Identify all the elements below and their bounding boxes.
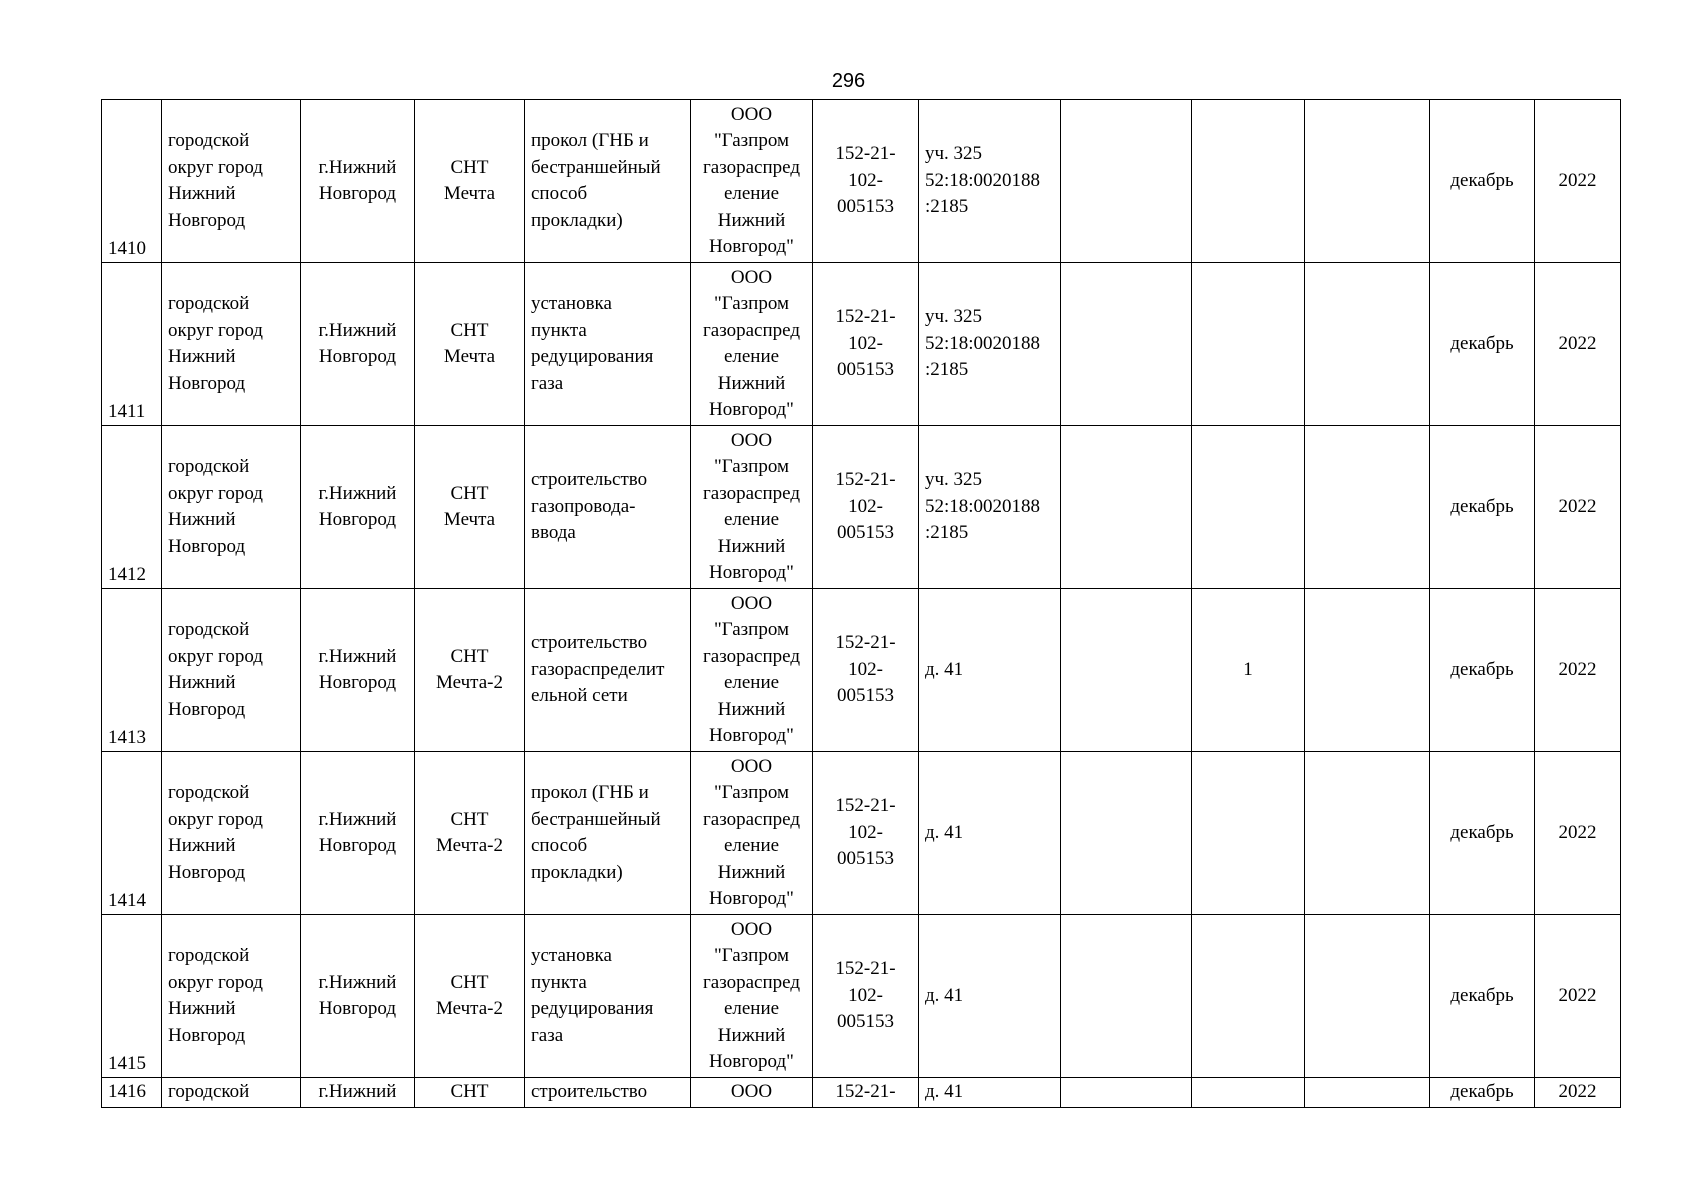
cell-year: 2022 bbox=[1535, 915, 1621, 1078]
cell-year: 2022 bbox=[1535, 263, 1621, 426]
cell-row-number: 1414 bbox=[102, 752, 162, 915]
table-row bbox=[102, 1078, 1621, 1108]
cell-organization-line: ООО bbox=[730, 1081, 773, 1103]
cell-organization-line: газораспред bbox=[702, 319, 800, 341]
cell-organization-line: газораспред bbox=[702, 808, 800, 830]
cell-extra-3 bbox=[1305, 426, 1430, 589]
cell-work-type-line: строительство bbox=[531, 469, 648, 491]
cell-year: 2022 bbox=[1535, 589, 1621, 752]
cell-work-type-line: установка bbox=[531, 945, 612, 966]
cell-work-type-line: строительство bbox=[531, 1081, 648, 1103]
cell-organization-line: газораспред bbox=[702, 971, 800, 993]
cell-snt bbox=[415, 426, 525, 589]
cell-organization-line: Новгород" bbox=[709, 1051, 794, 1072]
cell-row-number: 1412 bbox=[102, 426, 162, 589]
cell-site-line: 52:18:0020188 bbox=[925, 332, 1041, 354]
cell-district-line: округ город bbox=[168, 645, 263, 667]
cell-work-type-line: прокладки) bbox=[531, 209, 623, 231]
cell-organization-line: еление bbox=[723, 835, 780, 856]
cell-extra-1 bbox=[1061, 426, 1192, 589]
cell-organization-line: еление bbox=[723, 509, 780, 530]
cell-year: 2022 bbox=[1535, 1078, 1621, 1108]
cell-site-line: 52:18:0020188 bbox=[925, 495, 1041, 517]
cell-row-number: 1411 bbox=[102, 263, 162, 426]
cell-city-line: Новгород bbox=[318, 672, 397, 693]
cell-city-line: Новгород bbox=[318, 509, 397, 530]
cell-snt bbox=[415, 589, 525, 752]
cell-organization-line: Новгород" bbox=[709, 562, 794, 583]
cell-year: 2022 bbox=[1535, 752, 1621, 915]
cell-organization-line: ООО bbox=[730, 918, 773, 940]
cell-city bbox=[301, 263, 415, 426]
cell-district bbox=[162, 1078, 301, 1108]
table-row bbox=[102, 426, 1621, 589]
cell-district-line: городской bbox=[168, 782, 250, 803]
cell-district-line: Нижний bbox=[168, 346, 236, 367]
cell-organization bbox=[691, 426, 813, 589]
cell-snt-line: СНТ bbox=[450, 156, 489, 178]
cell-work-type bbox=[525, 100, 691, 263]
cell-extra-3 bbox=[1305, 100, 1430, 263]
cell-code-line: 102- bbox=[848, 658, 883, 680]
cell-extra-1 bbox=[1061, 100, 1192, 263]
cell-organization-line: газораспред bbox=[702, 645, 800, 667]
cell-organization-line: Нижний bbox=[717, 698, 786, 720]
cell-district-line: городской bbox=[168, 456, 250, 477]
cell-work-type bbox=[525, 263, 691, 426]
cell-city-line: г.Нижний bbox=[318, 156, 397, 178]
cell-city-line: Новгород bbox=[318, 183, 397, 204]
cell-month: декабрь bbox=[1430, 426, 1535, 589]
cell-site-line: уч. 325 bbox=[925, 143, 983, 165]
cell-organization bbox=[691, 263, 813, 426]
cell-work-type bbox=[525, 1078, 691, 1108]
cell-code-line: 102- bbox=[848, 169, 883, 191]
cell-work-type-line: ельной сети bbox=[531, 685, 628, 707]
cell-snt-line: СНТ bbox=[450, 1081, 489, 1103]
cell-district-line: городской bbox=[168, 130, 250, 151]
cell-city bbox=[301, 426, 415, 589]
cell-organization-line: газораспред bbox=[702, 482, 800, 504]
cell-city bbox=[301, 915, 415, 1078]
cell-organization-line: "Газпром bbox=[713, 130, 790, 151]
cell-extra-3 bbox=[1305, 589, 1430, 752]
cell-code-line: 102- bbox=[848, 984, 883, 1006]
cell-organization-line: Нижний bbox=[717, 372, 786, 394]
cell-work-type-line: бестраншейный bbox=[531, 808, 661, 830]
cell-organization-line: Нижний bbox=[717, 861, 786, 883]
cell-snt-line: Мечта bbox=[443, 509, 496, 530]
cell-district bbox=[162, 426, 301, 589]
cell-work-type-line: строительство bbox=[531, 632, 648, 654]
cell-code bbox=[813, 752, 919, 915]
cell-code-line: 005153 bbox=[837, 685, 894, 707]
cell-code-line: 152-21- bbox=[835, 795, 896, 817]
cell-code-line: 152-21- bbox=[835, 1081, 896, 1103]
cell-organization-line: газораспред bbox=[702, 156, 800, 178]
cell-snt bbox=[415, 263, 525, 426]
cell-district-line: округ город bbox=[168, 319, 263, 341]
cell-code bbox=[813, 263, 919, 426]
cell-organization-line: Новгород" bbox=[709, 888, 794, 909]
cell-district bbox=[162, 589, 301, 752]
cell-organization bbox=[691, 589, 813, 752]
cell-row-number: 1413 bbox=[102, 589, 162, 752]
cell-organization-line: еление bbox=[723, 346, 780, 367]
cell-snt bbox=[415, 1078, 525, 1108]
cell-snt bbox=[415, 100, 525, 263]
cell-code bbox=[813, 426, 919, 589]
cell-city-line: Новгород bbox=[318, 346, 397, 367]
cell-city-line: Новгород bbox=[318, 835, 397, 856]
table-body bbox=[102, 100, 1621, 1108]
cell-snt-line: Мечта-2 bbox=[436, 672, 503, 693]
cell-code bbox=[813, 1078, 919, 1108]
cell-snt-line: СНТ bbox=[450, 645, 489, 667]
cell-code-line: 152-21- bbox=[835, 958, 896, 980]
cell-site-line: д. 41 bbox=[925, 658, 964, 680]
cell-extra-3 bbox=[1305, 263, 1430, 426]
cell-snt-line: СНТ bbox=[450, 319, 489, 341]
cell-code-line: 005153 bbox=[837, 196, 894, 218]
cell-code-line: 005153 bbox=[837, 359, 894, 381]
cell-organization-line: "Газпром bbox=[713, 782, 790, 803]
cell-site bbox=[919, 589, 1061, 752]
cell-district-line: городской bbox=[168, 293, 250, 314]
cell-work-type-line: установка bbox=[531, 293, 612, 314]
cell-code bbox=[813, 915, 919, 1078]
cell-organization-line: "Газпром bbox=[713, 945, 790, 966]
cell-work-type-line: газа bbox=[531, 372, 564, 394]
cell-organization-line: еление bbox=[723, 998, 780, 1019]
cell-organization-line: ООО bbox=[730, 755, 773, 777]
cell-work-type-line: редуцирования bbox=[531, 346, 654, 367]
cell-organization bbox=[691, 100, 813, 263]
cell-code bbox=[813, 589, 919, 752]
cell-extra-1 bbox=[1061, 589, 1192, 752]
cell-site-line: д. 41 bbox=[925, 984, 964, 1006]
cell-extra-1 bbox=[1061, 752, 1192, 915]
cell-organization-line: еление bbox=[723, 672, 780, 693]
cell-site-line: уч. 325 bbox=[925, 306, 983, 328]
cell-organization bbox=[691, 1078, 813, 1108]
cell-district-line: Нижний bbox=[168, 998, 236, 1019]
cell-city bbox=[301, 589, 415, 752]
cell-extra-2 bbox=[1192, 426, 1305, 589]
cell-organization-line: Нижний bbox=[717, 209, 786, 231]
cell-city-line: г.Нижний bbox=[318, 1081, 397, 1103]
cell-month: декабрь bbox=[1430, 263, 1535, 426]
table-row bbox=[102, 752, 1621, 915]
cell-work-type-line: редуцирования bbox=[531, 998, 654, 1019]
cell-extra-2 bbox=[1192, 752, 1305, 915]
cell-row-number: 1410 bbox=[102, 100, 162, 263]
cell-organization-line: ООО bbox=[730, 266, 773, 288]
cell-district-line: Новгород bbox=[168, 372, 246, 394]
cell-extra-2 bbox=[1192, 915, 1305, 1078]
cell-row-number: 1415 bbox=[102, 915, 162, 1078]
cell-work-type-line: прокол (ГНБ и bbox=[531, 130, 649, 151]
cell-city bbox=[301, 752, 415, 915]
cell-city-line: г.Нижний bbox=[318, 808, 397, 830]
cell-work-type-line: пункта bbox=[531, 319, 587, 341]
cell-site bbox=[919, 915, 1061, 1078]
cell-work-type-line: способ bbox=[531, 835, 588, 856]
cell-year: 2022 bbox=[1535, 426, 1621, 589]
cell-organization bbox=[691, 915, 813, 1078]
cell-district-line: округ город bbox=[168, 971, 263, 993]
cell-district-line: Нижний bbox=[168, 183, 236, 204]
cell-code-line: 005153 bbox=[837, 1011, 894, 1033]
cell-work-type-line: газа bbox=[531, 1024, 564, 1046]
cell-extra-3 bbox=[1305, 1078, 1430, 1108]
cell-month: декабрь bbox=[1430, 752, 1535, 915]
cell-month: декабрь bbox=[1430, 100, 1535, 263]
cell-site bbox=[919, 752, 1061, 915]
cell-organization-line: ООО bbox=[730, 103, 773, 125]
cell-extra-2 bbox=[1192, 263, 1305, 426]
cell-code-line: 005153 bbox=[837, 848, 894, 870]
cell-organization-line: еление bbox=[723, 183, 780, 204]
cell-snt bbox=[415, 915, 525, 1078]
cell-work-type-line: газопровода- bbox=[531, 495, 636, 517]
cell-work-type bbox=[525, 589, 691, 752]
cell-work-type-line: газораспределит bbox=[531, 658, 665, 680]
cell-district-line: Нижний bbox=[168, 835, 236, 856]
cell-code-line: 152-21- bbox=[835, 143, 896, 165]
cell-work-type bbox=[525, 426, 691, 589]
cell-district bbox=[162, 263, 301, 426]
cell-code-line: 152-21- bbox=[835, 469, 896, 491]
cell-site-line: 52:18:0020188 bbox=[925, 169, 1041, 191]
cell-district-line: округ город bbox=[168, 156, 263, 178]
cell-snt-line: Мечта bbox=[443, 183, 496, 204]
cell-snt-line: СНТ bbox=[450, 971, 489, 993]
cell-organization-line: Новгород" bbox=[709, 236, 794, 257]
cell-site bbox=[919, 100, 1061, 263]
cell-organization-line: Новгород" bbox=[709, 399, 794, 420]
cell-site-line: :2185 bbox=[925, 359, 969, 381]
cell-work-type-line: прокладки) bbox=[531, 861, 623, 883]
cell-district-line: городской bbox=[168, 945, 250, 966]
cell-snt-line: Мечта bbox=[443, 346, 496, 367]
cell-organization-line: ООО bbox=[730, 429, 773, 451]
table-row bbox=[102, 263, 1621, 426]
cell-month: декабрь bbox=[1430, 1078, 1535, 1108]
cell-work-type-line: ввода bbox=[531, 522, 576, 544]
cell-extra-2 bbox=[1192, 1078, 1305, 1108]
cell-work-type-line: пункта bbox=[531, 971, 587, 993]
cell-district-line: Новгород bbox=[168, 861, 246, 883]
cell-extra-3 bbox=[1305, 752, 1430, 915]
cell-district-line: округ город bbox=[168, 482, 263, 504]
cell-city bbox=[301, 100, 415, 263]
cell-code-line: 102- bbox=[848, 332, 883, 354]
cell-district-line: округ город bbox=[168, 808, 263, 830]
cell-site-line: уч. 325 bbox=[925, 469, 983, 491]
cell-code-line: 102- bbox=[848, 495, 883, 517]
cell-snt-line: Мечта-2 bbox=[436, 998, 503, 1019]
cell-district-line: Нижний bbox=[168, 509, 236, 530]
cell-extra-1 bbox=[1061, 1078, 1192, 1108]
cell-site-line: :2185 bbox=[925, 196, 969, 218]
table-row bbox=[102, 589, 1621, 752]
cell-extra-1 bbox=[1061, 915, 1192, 1078]
cell-site bbox=[919, 263, 1061, 426]
page-number: 296 bbox=[831, 70, 866, 92]
cell-site bbox=[919, 426, 1061, 589]
cell-extra-1 bbox=[1061, 263, 1192, 426]
cell-organization-line: Новгород" bbox=[709, 725, 794, 746]
cell-code-line: 102- bbox=[848, 821, 883, 843]
cell-city-line: Новгород bbox=[318, 998, 397, 1019]
cell-work-type-line: способ bbox=[531, 183, 588, 204]
cell-organization-line: ООО bbox=[730, 592, 773, 614]
cell-organization-line: "Газпром bbox=[713, 456, 790, 477]
cell-code bbox=[813, 100, 919, 263]
cell-district-line: Нижний bbox=[168, 672, 236, 693]
cell-extra-2 bbox=[1192, 100, 1305, 263]
cell-city-line: г.Нижний bbox=[318, 319, 397, 341]
cell-district-line: Новгород bbox=[168, 209, 246, 231]
cell-organization-line: Нижний bbox=[717, 535, 786, 557]
cell-district bbox=[162, 915, 301, 1078]
cell-organization-line: "Газпром bbox=[713, 293, 790, 314]
cell-site-line: :2185 bbox=[925, 522, 969, 544]
cell-district-line: Новгород bbox=[168, 698, 246, 720]
cell-district-line: городской bbox=[168, 1081, 250, 1103]
cell-snt-line: Мечта-2 bbox=[436, 835, 503, 856]
cell-city-line: г.Нижний bbox=[318, 482, 397, 504]
cell-snt-line: СНТ bbox=[450, 482, 489, 504]
cell-organization-line: Нижний bbox=[717, 1024, 786, 1046]
registry-table bbox=[101, 99, 1621, 1108]
cell-work-type bbox=[525, 915, 691, 1078]
cell-site bbox=[919, 1078, 1061, 1108]
cell-extra-3 bbox=[1305, 915, 1430, 1078]
cell-district-line: Новгород bbox=[168, 535, 246, 557]
cell-site-line: д. 41 bbox=[925, 1081, 964, 1103]
table-row bbox=[102, 100, 1621, 263]
cell-district-line: городской bbox=[168, 619, 250, 640]
cell-city-line: г.Нижний bbox=[318, 645, 397, 667]
cell-organization bbox=[691, 752, 813, 915]
cell-snt bbox=[415, 752, 525, 915]
cell-extra-2: 1 bbox=[1192, 589, 1305, 752]
cell-district bbox=[162, 100, 301, 263]
cell-snt-line: СНТ bbox=[450, 808, 489, 830]
cell-district-line: Новгород bbox=[168, 1024, 246, 1046]
cell-year: 2022 bbox=[1535, 100, 1621, 263]
cell-work-type-line: прокол (ГНБ и bbox=[531, 782, 649, 803]
cell-month: декабрь bbox=[1430, 915, 1535, 1078]
cell-work-type-line: бестраншейный bbox=[531, 156, 661, 178]
cell-row-number: 1416 bbox=[102, 1078, 162, 1108]
cell-city bbox=[301, 1078, 415, 1108]
cell-code-line: 152-21- bbox=[835, 306, 896, 328]
cell-month: декабрь bbox=[1430, 589, 1535, 752]
cell-code-line: 005153 bbox=[837, 522, 894, 544]
cell-organization-line: "Газпром bbox=[713, 619, 790, 640]
table-row bbox=[102, 915, 1621, 1078]
cell-code-line: 152-21- bbox=[835, 632, 896, 654]
cell-district bbox=[162, 752, 301, 915]
cell-work-type bbox=[525, 752, 691, 915]
cell-site-line: д. 41 bbox=[925, 821, 964, 843]
cell-city-line: г.Нижний bbox=[318, 971, 397, 993]
